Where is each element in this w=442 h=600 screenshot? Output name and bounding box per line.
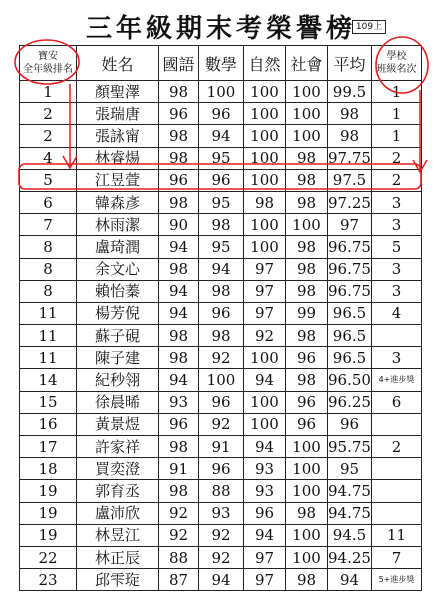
name-cell: 紀秒翎 [77, 369, 159, 391]
table-row [20, 258, 422, 280]
name-cell: 盧琦潤 [77, 236, 159, 258]
social-score-cell: 96 [286, 391, 328, 413]
table-row [20, 214, 422, 236]
math-score-cell: 94 [199, 569, 244, 591]
average-cell: 97.5 [328, 169, 372, 191]
math-score-cell: 94 [199, 258, 244, 280]
math-score-cell: 95 [199, 236, 244, 258]
math-score-cell: 96 [199, 391, 244, 413]
term-badge: 109上 [352, 20, 386, 34]
chinese-score-cell: 98 [159, 147, 199, 169]
header-class-line1: 學校 [386, 51, 407, 62]
science-score-cell: 94 [244, 524, 286, 546]
chinese-score-cell: 98 [159, 325, 199, 347]
average-cell: 97.75 [328, 147, 372, 169]
social-score-cell: 100 [286, 125, 328, 147]
rank-cell: 4 [20, 147, 77, 169]
social-score-cell: 100 [286, 546, 328, 568]
header-rank-line2: 全年級排名 [23, 64, 73, 75]
chinese-score-cell: 92 [159, 502, 199, 524]
chinese-score-cell: 98 [159, 81, 199, 103]
name-cell: 郭育丞 [77, 480, 159, 502]
header-class-rank [372, 46, 422, 81]
average-cell: 96.5 [328, 302, 372, 324]
table-row [20, 480, 422, 502]
rank-cell: 11 [20, 347, 77, 369]
class-rank-cell: 3 [372, 191, 422, 213]
name-cell: 顏聖澤 [77, 81, 159, 103]
chinese-score-cell: 94 [159, 369, 199, 391]
chinese-score-cell: 96 [159, 169, 199, 191]
rank-cell: 11 [20, 325, 77, 347]
average-cell: 94.25 [328, 546, 372, 568]
average-cell: 95.75 [328, 436, 372, 458]
table-row [20, 147, 422, 169]
social-score-cell: 98 [286, 280, 328, 302]
social-score-cell: 100 [286, 458, 328, 480]
name-cell: 張瑞唐 [77, 103, 159, 125]
social-score-cell: 98 [286, 169, 328, 191]
math-score-cell: 93 [199, 502, 244, 524]
class-rank-cell: 5+進步獎 [372, 569, 422, 591]
honor-roll-table [19, 45, 422, 591]
class-rank-cell: 5 [372, 236, 422, 258]
science-score-cell: 97 [244, 280, 286, 302]
average-cell: 97.25 [328, 191, 372, 213]
math-score-cell: 98 [199, 280, 244, 302]
rank-cell: 8 [20, 258, 77, 280]
rank-cell: 7 [20, 214, 77, 236]
social-score-cell: 98 [286, 502, 328, 524]
math-score-cell: 91 [199, 436, 244, 458]
name-cell: 徐晨晞 [77, 391, 159, 413]
math-score-cell: 92 [199, 347, 244, 369]
table-row [20, 81, 422, 103]
math-score-cell: 95 [199, 191, 244, 213]
average-cell: 94.75 [328, 502, 372, 524]
science-score-cell: 94 [244, 436, 286, 458]
table-row [20, 280, 422, 302]
math-score-cell: 96 [199, 103, 244, 125]
social-score-cell: 98 [286, 147, 328, 169]
header-name: 姓名 [77, 46, 159, 81]
average-cell: 96.5 [328, 347, 372, 369]
name-cell: 韓森彥 [77, 191, 159, 213]
class-rank-cell: 2 [372, 147, 422, 169]
social-score-cell: 96 [286, 413, 328, 435]
name-cell: 楊芳倪 [77, 302, 159, 324]
math-score-cell: 98 [199, 214, 244, 236]
science-score-cell: 100 [244, 147, 286, 169]
math-score-cell: 92 [199, 524, 244, 546]
rank-cell: 19 [20, 480, 77, 502]
math-score-cell: 96 [199, 302, 244, 324]
average-cell: 96.50 [328, 369, 372, 391]
science-score-cell: 100 [244, 413, 286, 435]
science-score-cell: 97 [244, 546, 286, 568]
table-row [20, 524, 422, 546]
class-rank-cell: 11 [372, 524, 422, 546]
social-score-cell: 98 [286, 191, 328, 213]
class-rank-cell [372, 413, 422, 435]
science-score-cell: 100 [244, 391, 286, 413]
table-row [20, 391, 422, 413]
class-rank-cell [372, 480, 422, 502]
class-rank-cell: 1 [372, 103, 422, 125]
chinese-score-cell: 96 [159, 103, 199, 125]
table-row [20, 103, 422, 125]
table-row [20, 369, 422, 391]
name-cell: 江昱萱 [77, 169, 159, 191]
class-rank-cell: 2 [372, 436, 422, 458]
name-cell: 張詠甯 [77, 125, 159, 147]
science-score-cell: 100 [244, 169, 286, 191]
social-score-cell: 100 [286, 480, 328, 502]
rank-cell: 15 [20, 391, 77, 413]
rank-cell: 11 [20, 302, 77, 324]
math-score-cell: 95 [199, 147, 244, 169]
class-rank-cell [372, 458, 422, 480]
class-rank-cell: 3 [372, 347, 422, 369]
average-cell: 98 [328, 125, 372, 147]
name-cell: 林正辰 [77, 546, 159, 568]
social-score-cell: 98 [286, 325, 328, 347]
name-cell: 余文心 [77, 258, 159, 280]
chinese-score-cell: 90 [159, 214, 199, 236]
table-row [20, 236, 422, 258]
science-score-cell: 96 [244, 502, 286, 524]
chinese-score-cell: 96 [159, 413, 199, 435]
table-row [20, 436, 422, 458]
science-score-cell: 93 [244, 480, 286, 502]
table-row [20, 325, 422, 347]
science-score-cell: 97 [244, 569, 286, 591]
name-cell: 陳子建 [77, 347, 159, 369]
chinese-score-cell: 87 [159, 569, 199, 591]
average-cell: 97 [328, 214, 372, 236]
social-score-cell: 98 [286, 258, 328, 280]
table-row [20, 569, 422, 591]
name-cell: 賴怡蓁 [77, 280, 159, 302]
header-row [20, 46, 422, 81]
name-cell: 許家祥 [77, 436, 159, 458]
name-cell: 盧沛欣 [77, 502, 159, 524]
rank-cell: 23 [20, 569, 77, 591]
rank-cell: 14 [20, 369, 77, 391]
math-score-cell: 100 [199, 81, 244, 103]
table-row [20, 125, 422, 147]
average-cell: 95 [328, 458, 372, 480]
average-cell: 96.75 [328, 280, 372, 302]
average-cell: 94 [328, 569, 372, 591]
average-cell: 96 [328, 413, 372, 435]
science-score-cell: 100 [244, 81, 286, 103]
name-cell: 蘇子硯 [77, 325, 159, 347]
science-score-cell: 100 [244, 236, 286, 258]
chinese-score-cell: 94 [159, 302, 199, 324]
class-rank-cell: 3 [372, 214, 422, 236]
class-rank-cell: 1 [372, 125, 422, 147]
average-cell: 94.75 [328, 480, 372, 502]
rank-cell: 2 [20, 103, 77, 125]
science-score-cell: 92 [244, 325, 286, 347]
chinese-score-cell: 98 [159, 258, 199, 280]
social-score-cell: 100 [286, 81, 328, 103]
chinese-score-cell: 94 [159, 280, 199, 302]
social-score-cell: 100 [286, 524, 328, 546]
name-cell: 邱雫琁 [77, 569, 159, 591]
social-score-cell: 100 [286, 103, 328, 125]
page-title: 三年級期末考榮譽榜 [85, 14, 356, 44]
math-score-cell: 92 [199, 546, 244, 568]
math-score-cell: 94 [199, 125, 244, 147]
rank-cell: 19 [20, 502, 77, 524]
honor-roll-body [20, 81, 422, 591]
class-rank-cell: 6 [372, 391, 422, 413]
social-score-cell: 98 [286, 569, 328, 591]
table-row [20, 546, 422, 568]
chinese-score-cell: 98 [159, 191, 199, 213]
math-score-cell: 96 [199, 169, 244, 191]
table-row [20, 347, 422, 369]
chinese-score-cell: 93 [159, 391, 199, 413]
header-science: 自然 [244, 46, 286, 81]
chinese-score-cell: 88 [159, 546, 199, 568]
average-cell: 99.5 [328, 81, 372, 103]
chinese-score-cell: 98 [159, 125, 199, 147]
chinese-score-cell: 98 [159, 436, 199, 458]
science-score-cell: 93 [244, 458, 286, 480]
class-rank-cell [372, 325, 422, 347]
table-row [20, 191, 422, 213]
chinese-score-cell: 98 [159, 347, 199, 369]
science-score-cell: 94 [244, 369, 286, 391]
average-cell: 96.75 [328, 236, 372, 258]
table-row [20, 413, 422, 435]
science-score-cell: 97 [244, 258, 286, 280]
average-cell: 96.75 [328, 258, 372, 280]
class-rank-cell: 4 [372, 302, 422, 324]
rank-cell: 16 [20, 413, 77, 435]
class-rank-cell: 1 [372, 81, 422, 103]
class-rank-cell: 2 [372, 169, 422, 191]
average-cell: 96.5 [328, 325, 372, 347]
math-score-cell: 96 [199, 458, 244, 480]
math-score-cell: 88 [199, 480, 244, 502]
rank-cell: 22 [20, 546, 77, 568]
average-cell: 94.5 [328, 524, 372, 546]
chinese-score-cell: 91 [159, 458, 199, 480]
class-rank-cell: 4+進步獎 [372, 369, 422, 391]
rank-cell: 8 [20, 236, 77, 258]
social-score-cell: 96 [286, 347, 328, 369]
table-row [20, 302, 422, 324]
header-rank-line1: 寶安 [38, 51, 58, 62]
science-score-cell: 98 [244, 191, 286, 213]
math-score-cell: 98 [199, 325, 244, 347]
average-cell: 98 [328, 103, 372, 125]
science-score-cell: 100 [244, 125, 286, 147]
class-rank-cell: 3 [372, 280, 422, 302]
rank-cell: 2 [20, 125, 77, 147]
science-score-cell: 100 [244, 214, 286, 236]
math-score-cell: 92 [199, 413, 244, 435]
rank-cell: 1 [20, 81, 77, 103]
rank-cell: 6 [20, 191, 77, 213]
science-score-cell: 100 [244, 347, 286, 369]
name-cell: 買奕澄 [77, 458, 159, 480]
rank-cell: 19 [20, 524, 77, 546]
social-score-cell: 100 [286, 214, 328, 236]
chinese-score-cell: 94 [159, 236, 199, 258]
name-cell: 黃景煜 [77, 413, 159, 435]
science-score-cell: 100 [244, 103, 286, 125]
class-rank-cell: 3 [372, 258, 422, 280]
table-row [20, 502, 422, 524]
science-score-cell: 97 [244, 302, 286, 324]
class-rank-cell: 7 [372, 546, 422, 568]
social-score-cell: 100 [286, 436, 328, 458]
chinese-score-cell: 92 [159, 524, 199, 546]
social-score-cell: 98 [286, 236, 328, 258]
rank-cell: 17 [20, 436, 77, 458]
header-chinese: 國語 [159, 46, 199, 81]
class-rank-cell [372, 502, 422, 524]
math-score-cell: 100 [199, 369, 244, 391]
chinese-score-cell: 98 [159, 480, 199, 502]
average-cell: 96.25 [328, 391, 372, 413]
header-social: 社會 [286, 46, 328, 81]
header-average: 平均 [328, 46, 372, 81]
header-math: 數學 [199, 46, 244, 81]
social-score-cell: 98 [286, 369, 328, 391]
header-class-line2: 班級名次 [376, 64, 417, 75]
header-rank [20, 46, 77, 81]
name-cell: 林睿煬 [77, 147, 159, 169]
social-score-cell: 99 [286, 302, 328, 324]
name-cell: 林雨潔 [77, 214, 159, 236]
name-cell: 林昱江 [77, 524, 159, 546]
rank-cell: 18 [20, 458, 77, 480]
table-row [20, 169, 422, 191]
table-row [20, 458, 422, 480]
rank-cell: 5 [20, 169, 77, 191]
rank-cell: 8 [20, 280, 77, 302]
